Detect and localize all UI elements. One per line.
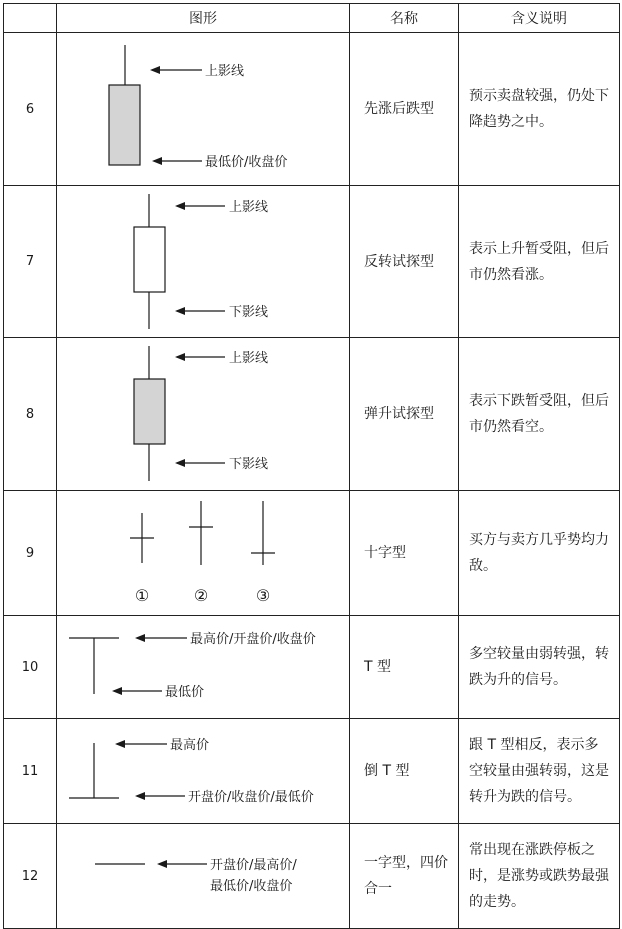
arrow-head-icon: [175, 353, 185, 361]
figure-cell: [57, 338, 350, 491]
pattern-name: 倒 T 型: [350, 719, 459, 824]
label-lower: 开盘价/收盘价/最低价: [188, 790, 314, 805]
row-number: 12: [4, 824, 57, 929]
label-line1: 开盘价/最高价/: [210, 858, 297, 873]
header-blank: [4, 4, 57, 33]
circled-label: ②: [193, 586, 209, 605]
pattern-desc: 预示卖盘较强，仍处下降趋势之中。: [459, 33, 620, 186]
label-line2: 最低价/收盘价: [210, 879, 293, 894]
pattern-desc: 常出现在涨跌停板之时，是涨势或跌势最强的走势。: [459, 824, 620, 929]
arrow-head-icon: [175, 459, 185, 467]
figure-cell: [57, 33, 350, 186]
header-meaning: 含义说明: [459, 4, 620, 33]
row-number: 6: [4, 33, 57, 186]
pattern-name: 十字型: [350, 491, 459, 616]
circled-label: ③: [255, 586, 271, 605]
table-row: [4, 338, 620, 491]
pattern-desc: 表示下跌暂受阻，但后市仍然看空。: [459, 338, 620, 491]
row-number: 10: [4, 616, 57, 719]
label-upper: 上影线: [205, 64, 245, 79]
pattern-name: 弹升试探型: [350, 338, 459, 491]
label-upper: 最高价: [170, 738, 210, 753]
figure-cell: [57, 719, 350, 824]
candle-body: [134, 227, 165, 292]
arrow-head-icon: [175, 202, 185, 210]
label-lower: 下影线: [229, 305, 269, 320]
candle-body: [109, 85, 140, 165]
table-row: [4, 186, 620, 338]
label-lower: 下影线: [229, 457, 269, 472]
pattern-name: 反转试探型: [350, 186, 459, 338]
pattern-desc: 买方与卖方几乎势均力敌。: [459, 491, 620, 616]
pattern-name: T 型: [350, 616, 459, 719]
inverted-t-figure: [57, 719, 350, 823]
arrow-head-icon: [115, 740, 125, 748]
row-number: 9: [4, 491, 57, 616]
header-name: 名称: [350, 4, 459, 33]
candle-figure: [57, 338, 350, 490]
label-lower: 最低价: [165, 685, 205, 700]
header-figure: 图形: [57, 4, 350, 33]
circled-label: ①: [134, 586, 150, 605]
label-lower: 最低价/收盘价: [205, 155, 288, 170]
pattern-desc: 表示上升暂受阻，但后市仍然看涨。: [459, 186, 620, 338]
candle-body: [134, 379, 165, 444]
arrow-head-icon: [157, 860, 167, 868]
arrow-head-icon: [152, 157, 162, 165]
table-row: [4, 719, 620, 824]
flat-line-figure: [57, 824, 350, 928]
table-row: [4, 491, 620, 616]
doji-figure: [57, 491, 350, 615]
candlestick-table: [3, 3, 620, 929]
pattern-name: 先涨后跌型: [350, 33, 459, 186]
row-number: 8: [4, 338, 57, 491]
arrow-head-icon: [175, 307, 185, 315]
label-upper: 上影线: [229, 200, 269, 215]
pattern-desc: 多空较量由弱转强，转跌为升的信号。: [459, 616, 620, 719]
candle-figure: [57, 33, 350, 185]
label-upper: 最高价/开盘价/收盘价: [190, 632, 316, 647]
label-upper: 上影线: [229, 351, 269, 366]
header-row: [4, 4, 620, 33]
row-number: 11: [4, 719, 57, 824]
arrow-head-icon: [135, 634, 145, 642]
arrow-head-icon: [135, 792, 145, 800]
figure-cell: [57, 491, 350, 616]
table-row: [4, 824, 620, 929]
figure-cell: [57, 824, 350, 929]
table-row: [4, 616, 620, 719]
pattern-desc: 跟 T 型相反，表示多空较量由强转弱，这是转升为跌的信号。: [459, 719, 620, 824]
figure-cell: [57, 616, 350, 719]
t-figure: [57, 616, 350, 718]
pattern-name: 一字型，四价合一: [350, 824, 459, 929]
row-number: 7: [4, 186, 57, 338]
figure-cell: [57, 186, 350, 338]
arrow-head-icon: [112, 687, 122, 695]
arrow-head-icon: [150, 66, 160, 74]
table-row: [4, 33, 620, 186]
candle-figure: [57, 186, 350, 337]
